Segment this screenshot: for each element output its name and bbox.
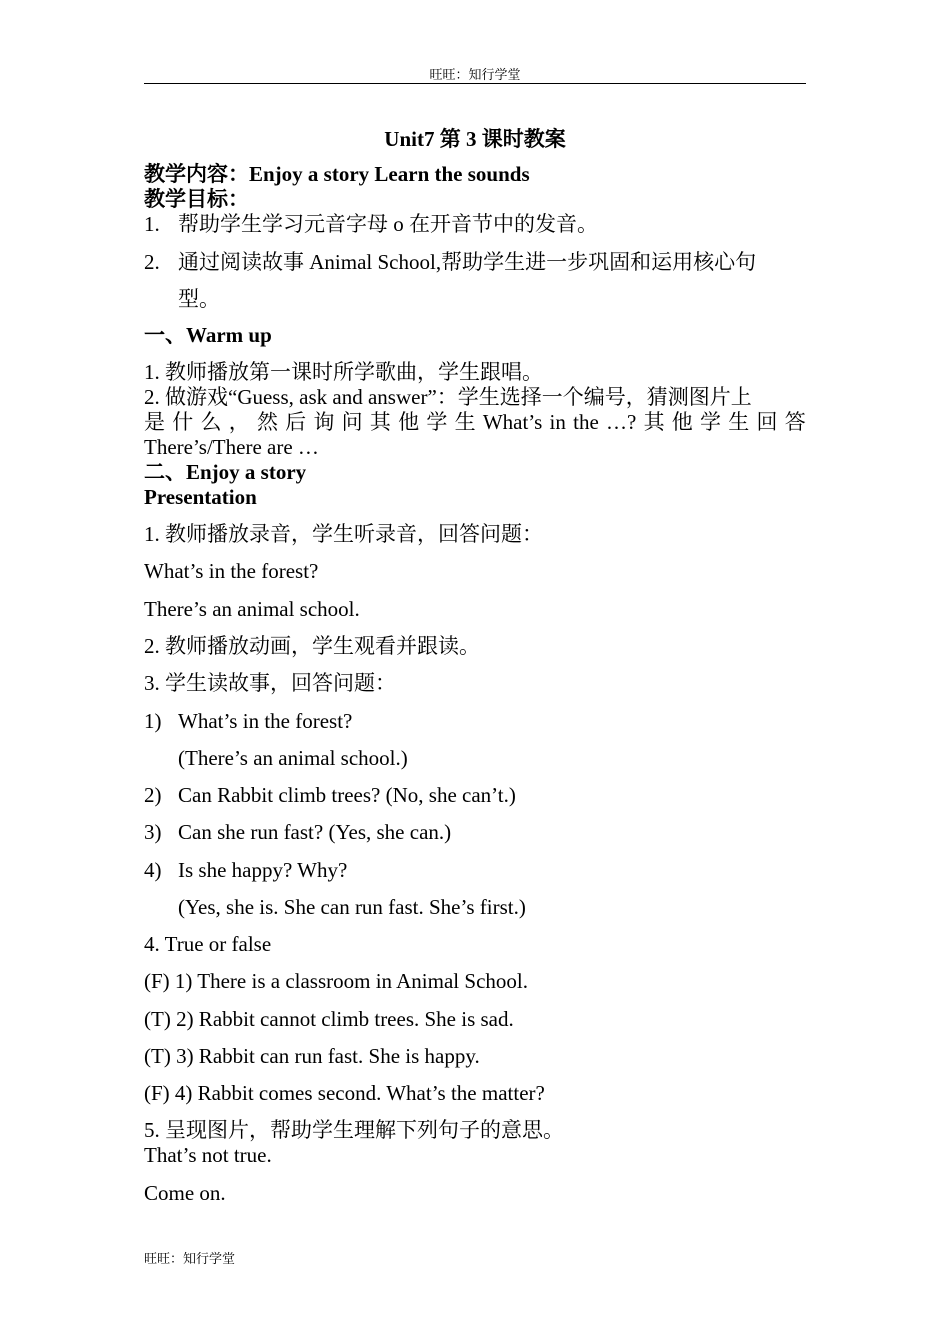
question-text-4: Is she happy? Why? (178, 858, 348, 882)
step-1-question: What’s in the forest? (144, 559, 319, 583)
page-header: 旺旺：知行学堂 (429, 67, 521, 82)
justified-word: 回 (756, 410, 778, 434)
question-text-2: Can Rabbit climb trees? (No, she can’t.) (178, 783, 516, 807)
justified-word: 什 (172, 410, 194, 434)
justified-word: the (573, 410, 599, 434)
justified-word: 么 (200, 410, 222, 434)
step-2: 2. 教师播放动画，学生观看并跟读。 (144, 634, 480, 658)
justified-word: 询 (313, 410, 335, 434)
story-heading: 二、Enjoy a story (144, 460, 307, 484)
objective-num-2: 2. (144, 250, 160, 274)
justified-word: 其 (369, 410, 391, 434)
justified-word: 然 (256, 410, 278, 434)
justified-word: 生 (728, 410, 750, 434)
objective-text-2: 通过阅读故事 Animal School,帮助学生进一步巩固和运用核心句 (178, 250, 757, 274)
teaching-content: 教学内容：Enjoy a story Learn the sounds (144, 162, 530, 186)
page-footer: 旺旺：知行学堂 (144, 1251, 236, 1266)
justified-word: 是 (144, 410, 165, 434)
justified-word: 答 (784, 410, 806, 434)
question-num-2: 2) (144, 783, 162, 807)
objective-text-2-cont: 型。 (178, 287, 220, 311)
step-3: 3. 学生读故事，回答问题： (144, 671, 396, 695)
warmup-line-4: There’s/There are … (144, 435, 319, 459)
justified-word: 他 (671, 410, 693, 434)
true-false-1: (F) 1) There is a classroom in Animal School. (144, 969, 528, 993)
warmup-heading: 一、Warm up (144, 323, 272, 347)
question-num-4: 4) (144, 858, 162, 882)
true-false-4: (F) 4) Rabbit comes second. What’s the matter? (144, 1081, 545, 1105)
question-text-1: What’s in the forest? (178, 709, 353, 733)
question-answer-4: (Yes, she is. She can run fast. She’s first.) (178, 895, 526, 919)
warmup-line-2: 2. 做游戏“Guess, ask and answer”：学生选择一个编号，猜测图片上 (144, 385, 752, 409)
header-rule (144, 83, 806, 84)
justified-word: 他 (398, 410, 420, 434)
phrase-1: That’s not true. (144, 1143, 272, 1167)
justified-word: 学 (700, 410, 722, 434)
presentation-heading: Presentation (144, 485, 257, 509)
phrase-2: Come on. (144, 1181, 226, 1205)
justified-word: What’s (482, 410, 543, 434)
justified-word: 生 (454, 410, 476, 434)
question-num-3: 3) (144, 820, 162, 844)
warmup-line-1: 1. 教师播放第一课时所学歌曲，学生跟唱。 (144, 360, 543, 384)
justified-word: 后 (285, 410, 307, 434)
question-text-3: Can she run fast? (Yes, she can.) (178, 820, 452, 844)
justified-word: 问 (341, 410, 363, 434)
step-5: 5. 呈现图片，帮助学生理解下列句子的意思。 (144, 1118, 564, 1142)
true-false-3: (T) 3) Rabbit can run fast. She is happy. (144, 1044, 480, 1068)
true-false-2: (T) 2) Rabbit cannot climb trees. She is sad. (144, 1007, 514, 1031)
step-1: 1. 教师播放录音，学生听录音，回答问题： (144, 522, 543, 546)
question-num-1: 1) (144, 709, 162, 733)
justified-word: …? (606, 410, 637, 434)
justified-word: ， (228, 410, 250, 434)
objective-text-1: 帮助学生学习元音字母 o 在开音节中的发音。 (178, 212, 598, 236)
objectives-heading: 教学目标： (144, 187, 249, 211)
step-1-answer: There’s an animal school. (144, 597, 360, 621)
justified-word: in (549, 410, 566, 434)
step-4: 4. True or false (144, 932, 272, 956)
warmup-line-3 (144, 409, 806, 435)
question-answer-1: (There’s an animal school.) (178, 746, 408, 770)
justified-word: 学 (426, 410, 448, 434)
objective-num-1: 1. (144, 212, 160, 236)
document-title: Unit7 第 3 课时教案 (384, 127, 566, 151)
justified-word: 其 (643, 410, 665, 434)
